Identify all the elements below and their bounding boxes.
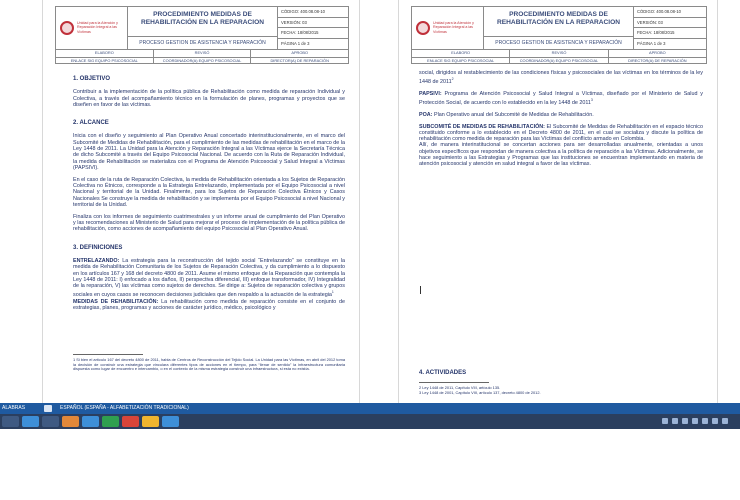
page-header — [411, 6, 707, 50]
reviso-name: COORDINADOR(A) EQUIPO PSICOSOCIAL — [519, 57, 599, 63]
text-cursor — [420, 286, 421, 294]
papsivi-text: Programa de Atención Psicosocial y Salud Integral a Víctimas, diseñado por el Ministerio de Salud y Protección Social, de acuerdo con lo establecido en la ley 1448 de 2011 — [419, 90, 703, 106]
footnote-1: 1 Si bien el artículo 167 del decreto 4800 de 2011, habla de Centros de Reconstrucción del Tejido Social. La Unidad para las Víctimas, en abril del 2012 toma la decisión de construir una estrategia que vinculara diferentes tipos de acciones en el tiempo, para “llenar de sentido” la infraestructura comunitaria dispuesta como lugar de encuentro e intercambio, o en el contexto de la misma estrategia construir una infraestructura, si esta no existía. — [73, 357, 345, 372]
header-title-cell — [128, 7, 278, 49]
footnote-separator — [419, 382, 489, 383]
taskbar-folder-icon[interactable] — [142, 416, 159, 427]
taskbar-ie-icon[interactable] — [22, 416, 39, 427]
taskbar-excel-icon[interactable] — [102, 416, 119, 427]
proofing-icon[interactable] — [44, 405, 52, 412]
header-title-cell — [484, 7, 634, 49]
doc-page: PÁGINA 1 de 3 — [637, 40, 666, 46]
coat-of-arms-icon — [60, 21, 74, 35]
document-title: PROCEDIMIENTO MEDIDAS DE REHABILITACIÓN EN LA REPARACION — [497, 11, 620, 26]
aprobo-label: APROBO — [609, 50, 706, 58]
document-page-2[interactable] — [398, 0, 718, 403]
footnote-ref-2[interactable]: 2 — [451, 77, 454, 82]
header-meta — [278, 7, 348, 49]
reviso-name: COORDINADOR(A) EQUIPO PSICOSOCIAL — [162, 57, 242, 63]
taskbar — [0, 414, 740, 429]
entrelazando-text: La estrategia para la reconstrucción del tejido social “Entrelazando” se constituye en la medida de Rehabilitación Comunitaria de los Sujetos de Reparación Colectiva, y da cumplimiento a lo dispuesto en los artículos 167 y 168 del decreto 4800 de 2011. Asume el mismo enfoque de la Reparación que contempla la Ley 1448 de 2011: I) enfocado a los daños, II) perspectiva diferencial, III) enfoque transformador, IV) Integralidad de la reparación, V) las víctimas como sujetos de derechos. Se dirige a: Sujetos de reparación colectiva y grupos sociales en cuyos casos se reconocen decisiones judiciales que den respaldo a la actuación de la estrategia — [73, 257, 346, 299]
elaboro-label: ELABORO — [56, 50, 153, 58]
poa-text: Plan Operativo anual del Subcomité de Medidas de Rehabilitación. — [432, 111, 594, 118]
taskbar-word-icon[interactable] — [82, 416, 99, 427]
definition-papsivi — [419, 91, 703, 106]
word-count[interactable]: ALABRAS — [2, 405, 26, 411]
elaboro-name: ENLACE SIG EQUIPO PSICOSOCIAL — [70, 57, 138, 63]
term-entrelazando: ENTRELAZANDO: — [73, 257, 120, 264]
elaboro-label: ELABORO — [412, 50, 509, 58]
logo-text: Unidad para la Atención y Reparación Integral a las Víctimas — [77, 21, 118, 34]
term-papsivi: PAPSIVI: — [419, 90, 442, 97]
subcomite-text: El Subcomité de Medidas de Rehabilitación en el espacio técnico constituido conforme a lo establecido en el Decreto 4800 de 2011, en el cual se socializa y discute la política de rehabilitación como medida de reparación para las Víctimas del conflicto armado en Colombia. — [419, 123, 703, 143]
taskbar-messenger-icon[interactable] — [162, 416, 179, 427]
taskbar-powerpoint-icon[interactable] — [122, 416, 139, 427]
subcomite-paragraph-2: Allí, de manera interinstitucional se concertan acciones para ser desarrolladas anualmente, orientadas a unos objetivos específicos que respondan de manera colectiva a la política de reparación a las Víctimas. Adicionalmente, se hace seguimiento a las Estrategias y Programas que las instituciones se encuentran implementando en materia de atención psicosocial y atención en salud integral a favor de las víctimas. — [419, 142, 703, 168]
blank-area — [0, 429, 740, 500]
process-name: PROCESO GESTION DE ASISTENCIA Y REPARACIÓN — [484, 36, 633, 49]
status-bar — [0, 403, 740, 414]
doc-code: CÓDIGO: 400.08.08-10 — [278, 7, 348, 18]
objetivo-paragraph: Contribuir a la implementación de la política pública de Rehabilitación como medida de reparación Individual y Colectiva, a través del acompañamiento técnico en la formulación de planes, programas y proyectos que se diseñen en favor de las víctimas. — [73, 89, 345, 108]
section-actividades-heading: 4. ACTIVIDADES — [419, 370, 467, 376]
doc-version: VERSIÓN: 03 — [634, 18, 706, 29]
section-alcance-heading: 2. ALCANCE — [73, 120, 109, 127]
tray-skype-icon[interactable] — [712, 418, 718, 424]
term-subcomite: SUBCOMITÉ DE MEDIDAS DE REHABILITACIÓN: — [419, 123, 545, 130]
doc-code: CÓDIGO: 400.08.08-10 — [634, 7, 706, 18]
process-name: PROCESO GESTION DE ASISTENCIA Y REPARACIÓN — [128, 36, 277, 49]
continued-paragraph — [419, 70, 703, 85]
footnote-ref-1[interactable]: 1 — [331, 290, 334, 295]
doc-page: PÁGINA 1 de 3 — [281, 40, 310, 46]
language-indicator[interactable]: ESPAÑOL (ESPAÑA - ALFABETIZACIÓN TRADICIONAL) — [60, 405, 189, 411]
doc-version: VERSIÓN: 03 — [278, 18, 348, 29]
elaboro-name: ENLACE SIG EQUIPO PSICOSOCIAL — [427, 57, 495, 63]
aprobo-label: APROBO — [251, 50, 348, 58]
header-meta — [634, 7, 706, 49]
header-logo — [56, 7, 128, 49]
doc-date: FECHA: 18/08/2015 — [634, 28, 706, 39]
definition-rehabilitacion — [73, 299, 345, 312]
definition-poa — [419, 112, 703, 118]
signature-row — [411, 50, 707, 64]
tray-security-icon[interactable] — [692, 418, 698, 424]
page-2-footnotes — [419, 382, 703, 395]
doc-date: FECHA: 18/08/2015 — [278, 28, 348, 39]
term-rehabilitacion: MEDIDAS DE REHABILITACIÓN: — [73, 298, 159, 305]
tray-volume-icon[interactable] — [672, 418, 678, 424]
footnote-2: 2 Ley 1448 de 2011, Capítulo VIII, artículo 135. — [419, 385, 501, 390]
logo-text: Unidad para la Atención y Reparación Integral a las Víctimas — [433, 21, 474, 34]
section-objetivo-heading: 1. OBJETIVO — [73, 76, 111, 82]
rehabilitacion-text: La rehabilitación como medida de reparación consiste en el conjunto de estrategias, planes, programas y acciones de carácter jurídico, médico, psicológico y — [73, 298, 345, 311]
definition-subcomite — [419, 124, 703, 143]
footnote-3: 3 Ley 1448 de 2001, Capítulo VIII, artículo 137, decreto 4800 de 2012. — [419, 389, 541, 395]
term-poa: POA: — [419, 111, 433, 118]
footnote-ref-3[interactable]: 3 — [590, 98, 593, 103]
alcance-paragraph-3: Finaliza con los informes de seguimiento cuatrimestrales y un informe anual de cumplimiento del Plan Operativo y las recomendaciones al Ministerio de Salud para mejorar el proceso de implementación de la política pública de rehabilitación, como acciones de acompañamiento del equipo Psicosocial al Plan Operativo Anual. — [73, 213, 345, 233]
document-page-1[interactable] — [42, 0, 360, 403]
page-2-body[interactable] — [419, 70, 703, 173]
page-1-body[interactable] — [73, 70, 345, 317]
reviso-label: REVISÓ — [510, 50, 607, 58]
tray-clock-icon[interactable] — [722, 418, 728, 424]
signature-row — [55, 50, 349, 64]
taskbar-media-icon[interactable] — [62, 416, 79, 427]
taskbar-app-icon[interactable] — [2, 416, 19, 427]
tray-update-icon[interactable] — [702, 418, 708, 424]
page-2-section-4 — [419, 364, 703, 383]
footnote-separator — [73, 354, 143, 355]
reviso-label: REVISÓ — [154, 50, 251, 58]
section-definiciones-heading: 3. DEFINICIONES — [73, 244, 123, 251]
tray-network-icon[interactable] — [662, 418, 668, 424]
alcance-paragraph-1: Inicia con el diseño y seguimiento al Plan Operativo Anual concertado interinstitucionalmente, en el marco del Subcomité de Medidas de Rehabilitación, para el cumplimiento de las medidas de rehabilitación en el marco de la Ley 1448 de 2011. La Unidad para la Atención y Reparación Integral a las Víctimas ejerce la Secretaría Técnica de dicho Subcomité a través del Equipo Psicosocial Nacional. De acuerdo con la Ruta de Reparación Individual, la medida de Rehabilitación se materializa con el Programa de Atención Psicosocial y Salud Integral a Víctimas (PAPSIVI). — [73, 133, 345, 171]
page-header — [55, 6, 349, 50]
continued-text: social, dirigidos al restablecimiento de las condiciones físicas y psicosociales de las víctimas en los términos de la ley 1448 de 2011 — [419, 70, 703, 86]
aprobo-name: DIRECTOR(A) DE REPARACIÓN — [628, 57, 687, 63]
tray-flag-icon[interactable] — [682, 418, 688, 424]
definition-entrelazando — [73, 258, 345, 299]
taskbar-explorer-icon[interactable] — [42, 416, 59, 427]
alcance-paragraph-2: En el caso de la ruta de Reparación Colectiva, la medida de Rehabilitación orientada a los Sujetos de Reparación Colectiva no Étnicos, corresponde a la Estrategia Entrelazando, implementada por el Equipo Psicosocial a nivel Nacional y territorial de la Unidad. Finalmente, para los Sujetos de Reparación Colectiva Étnicos y Casos Nacionales Se construye la medida de rehabilitación y se implementa por el Equipo Psicosocial a nivel Nacional y territorial de la Unidad. — [73, 176, 345, 208]
page-1-footnotes — [73, 354, 345, 372]
aprobo-name: DIRECTOR(A) DE REPARACIÓN — [270, 57, 329, 63]
document-title: PROCEDIMIENTO MEDIDAS DE REHABILITACIÓN EN LA REPARACION — [141, 11, 264, 26]
header-logo — [412, 7, 484, 49]
coat-of-arms-icon — [416, 21, 430, 35]
